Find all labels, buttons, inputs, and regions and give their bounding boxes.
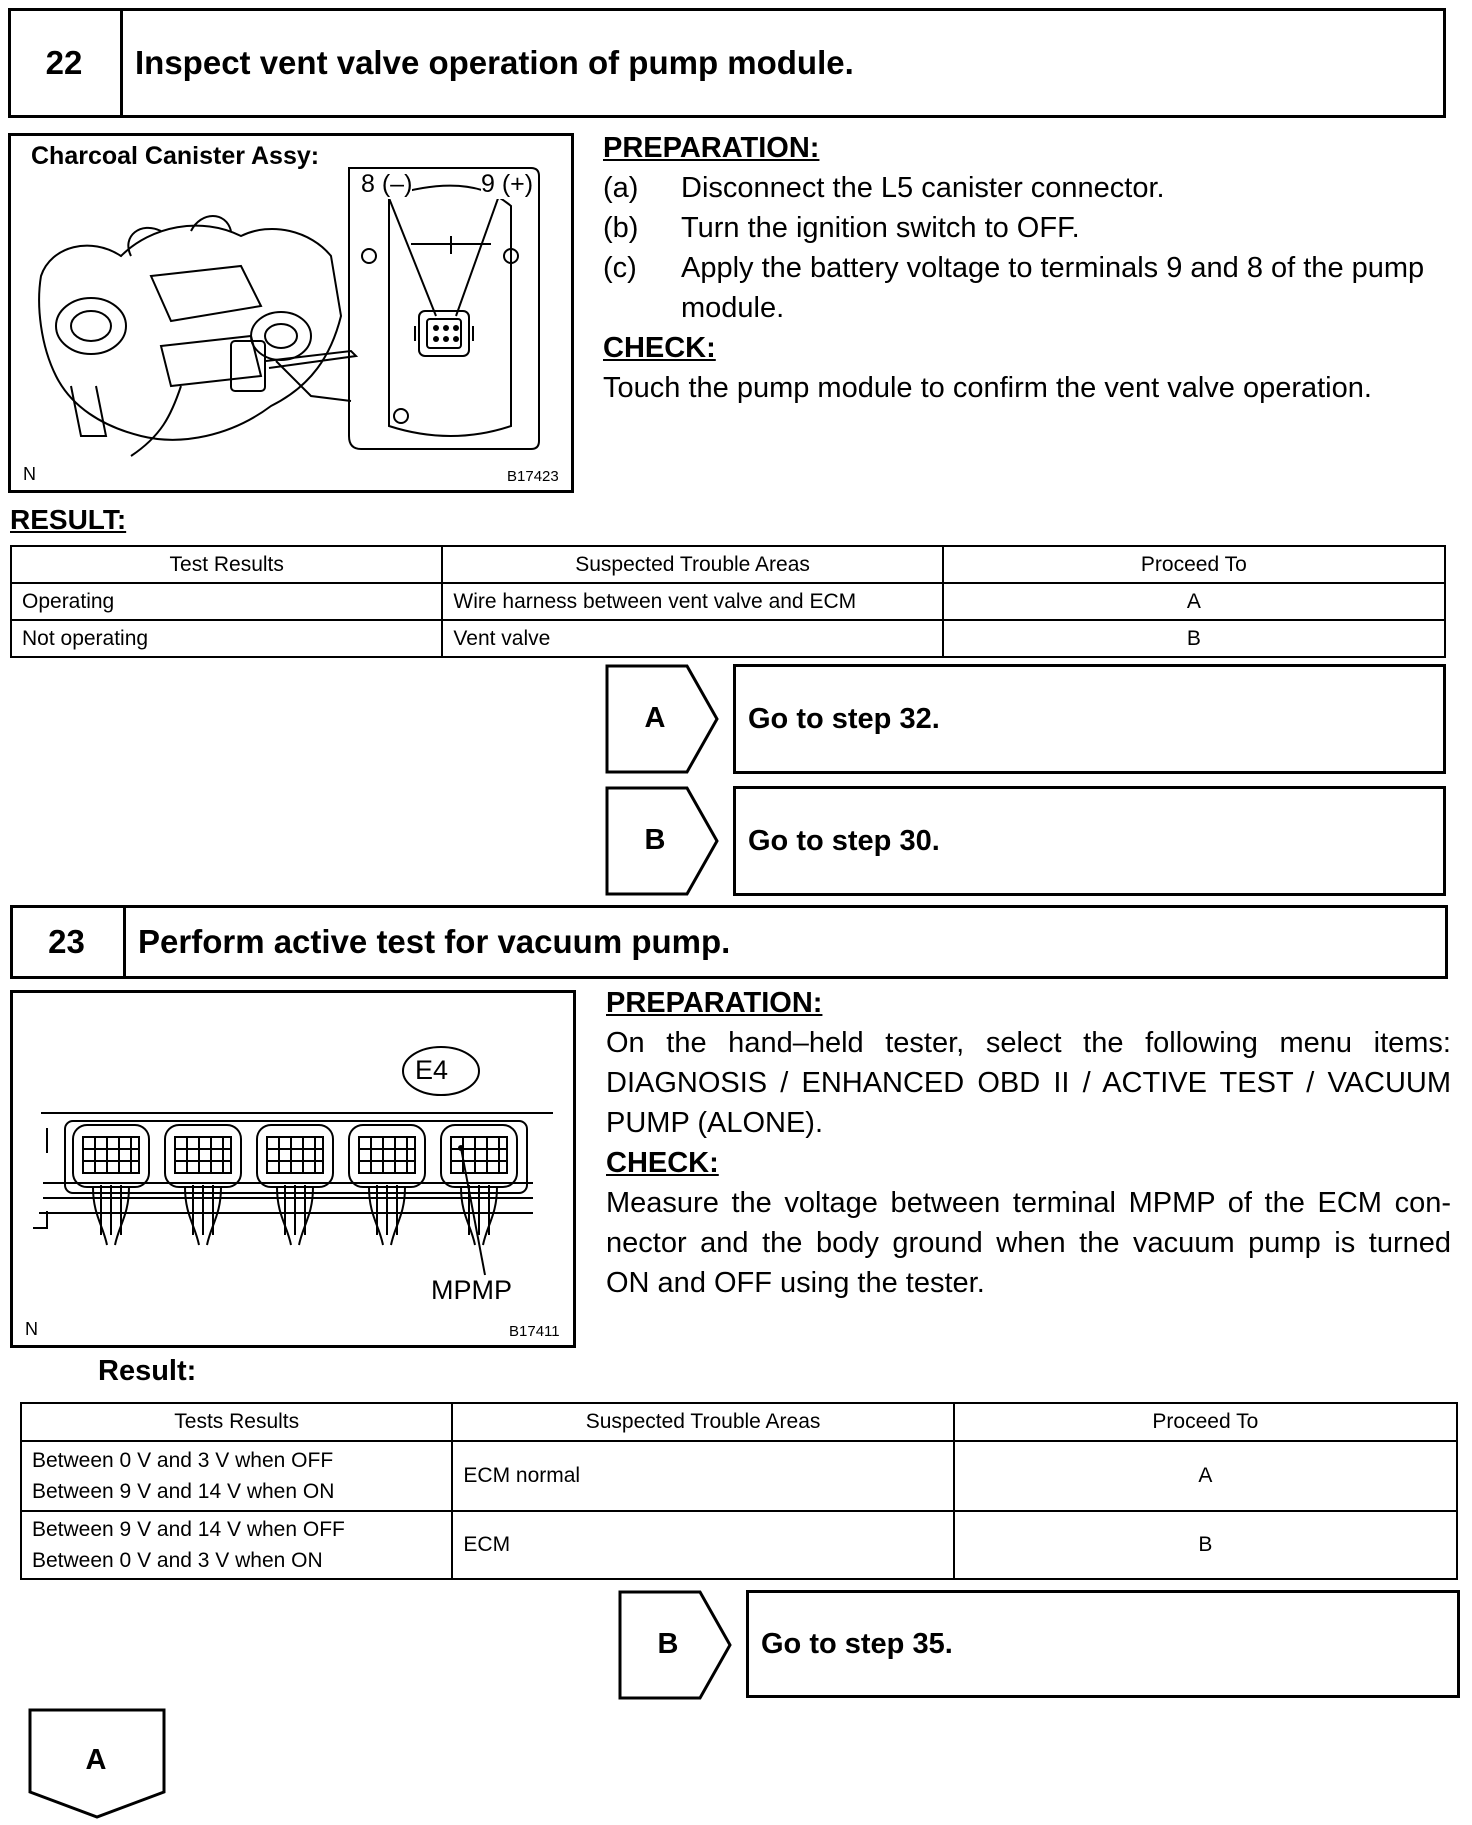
- table-cell: ECM: [452, 1511, 953, 1579]
- figure-code: B17423: [507, 468, 559, 485]
- step-22-divider: [120, 8, 123, 118]
- table-row: [21, 1441, 1457, 1511]
- result-heading: RESULT:: [10, 504, 127, 535]
- step-23-divider: [123, 905, 126, 979]
- step-23-title: Perform active test for vacuum pump.: [138, 923, 731, 960]
- preparation-heading: PREPARATION:: [606, 987, 823, 1019]
- preparation-text: [606, 1023, 1451, 1143]
- figure-corner-n: N: [25, 1319, 38, 1339]
- table-cell: Wire harness between vent valve and ECM: [442, 583, 942, 620]
- prep-item-text-cont: module.: [681, 292, 785, 324]
- branch-tag-label: B: [657, 1628, 679, 1660]
- table-cell: [21, 1441, 452, 1511]
- step-23-number: 23: [48, 923, 85, 960]
- table-header: Suspected Trouble Areas: [452, 1403, 953, 1441]
- continue-a-tag: [28, 1708, 168, 1820]
- result-line: Between 0 V and 3 V when OFF: [32, 1449, 334, 1472]
- step-22-title: Inspect vent valve operation of pump module.: [135, 44, 854, 81]
- result-heading: Result:: [98, 1355, 197, 1387]
- check-line: nector and the body ground when the vacuum pump is turned: [606, 1227, 1451, 1259]
- check-line: Measure the voltage between terminal MPMP of the ECM con-: [606, 1187, 1451, 1219]
- table-header: Proceed To: [943, 546, 1445, 583]
- ecm-connector-figure: [10, 990, 576, 1348]
- connector-label-e4: E4: [415, 1055, 449, 1085]
- check-heading: CHECK:: [606, 1147, 719, 1179]
- table-cell: Not operating: [11, 620, 442, 657]
- check-heading: CHECK:: [603, 332, 716, 364]
- branch-b-action: Go to step 30.: [733, 786, 1446, 896]
- branch-a-action: Go to step 32.: [733, 664, 1446, 774]
- prep-item-a: [603, 168, 1463, 208]
- table-row: [11, 583, 1445, 620]
- table-header: Test Results: [11, 546, 442, 583]
- result-table-22: [10, 545, 1446, 658]
- figure-code: B17411: [509, 1323, 560, 1340]
- preparation-heading: PREPARATION:: [603, 132, 820, 164]
- table-header-row: [21, 1403, 1457, 1441]
- table-row: [21, 1511, 1457, 1579]
- check-line: ON and OFF using the tester.: [606, 1267, 985, 1299]
- preparation-line: PUMP (ALONE).: [606, 1107, 824, 1139]
- table-header-row: [11, 546, 1445, 583]
- result-line: Between 0 V and 3 V when ON: [32, 1549, 323, 1572]
- prep-item-c: [603, 248, 1463, 328]
- table-cell: A: [954, 1441, 1457, 1511]
- branch-tag-label: A: [644, 702, 666, 734]
- canister-figure: [8, 133, 574, 493]
- canister-label: Charcoal Canister Assy:: [31, 142, 320, 170]
- result-line: Between 9 V and 14 V when ON: [32, 1480, 335, 1503]
- prep-item-text: Turn the ignition switch to OFF.: [681, 212, 1080, 244]
- prep-item-label: (a): [603, 172, 639, 204]
- table-cell: Vent valve: [442, 620, 942, 657]
- prep-item-b: [603, 208, 1463, 248]
- table-row: [11, 620, 1445, 657]
- terminal-9-label: 9 (+): [481, 170, 534, 198]
- prep-item-text: Apply the battery voltage to terminals 9 and 8 of the pump: [681, 252, 1425, 284]
- table-header: Tests Results: [21, 1403, 452, 1441]
- preparation-line: DIAGNOSIS / ENHANCED OBD II / ACTIVE TEST / VACUUM: [606, 1067, 1451, 1099]
- prep-item-text: Disconnect the L5 canister connector.: [681, 172, 1165, 204]
- figure-corner-n: N: [23, 464, 36, 484]
- step-22-number: 22: [45, 44, 83, 81]
- result-line: Between 9 V and 14 V when OFF: [32, 1518, 345, 1541]
- prep-item-label: (c): [603, 252, 637, 284]
- table-cell: [21, 1511, 452, 1579]
- terminal-mpmp-label: MPMP: [431, 1275, 512, 1305]
- connector-blocks: [73, 1125, 517, 1275]
- table-cell: B: [954, 1511, 1457, 1579]
- terminal-8-label: 8 (–): [361, 170, 413, 198]
- table-header: Suspected Trouble Areas: [442, 546, 942, 583]
- branch-b-tag: [605, 786, 725, 896]
- branch-a-tag: [605, 664, 725, 774]
- result-table-23: [20, 1402, 1458, 1580]
- table-cell: Operating: [11, 583, 442, 620]
- branch-tag-label: B: [644, 824, 666, 856]
- table-cell: ECM normal: [452, 1441, 953, 1511]
- table-cell: A: [943, 583, 1445, 620]
- preparation-line: On the hand–held tester, select the following menu items:: [606, 1027, 1451, 1059]
- check-text: [606, 1183, 1451, 1303]
- check-text: Touch the pump module to confirm the vent valve operation.: [603, 372, 1372, 404]
- branch-b-tag: [618, 1590, 738, 1700]
- table-cell: B: [943, 620, 1445, 657]
- continue-tag-label: A: [85, 1744, 107, 1776]
- prep-item-label: (b): [603, 212, 639, 244]
- table-header: Proceed To: [954, 1403, 1457, 1441]
- branch-b-action: Go to step 35.: [746, 1590, 1460, 1698]
